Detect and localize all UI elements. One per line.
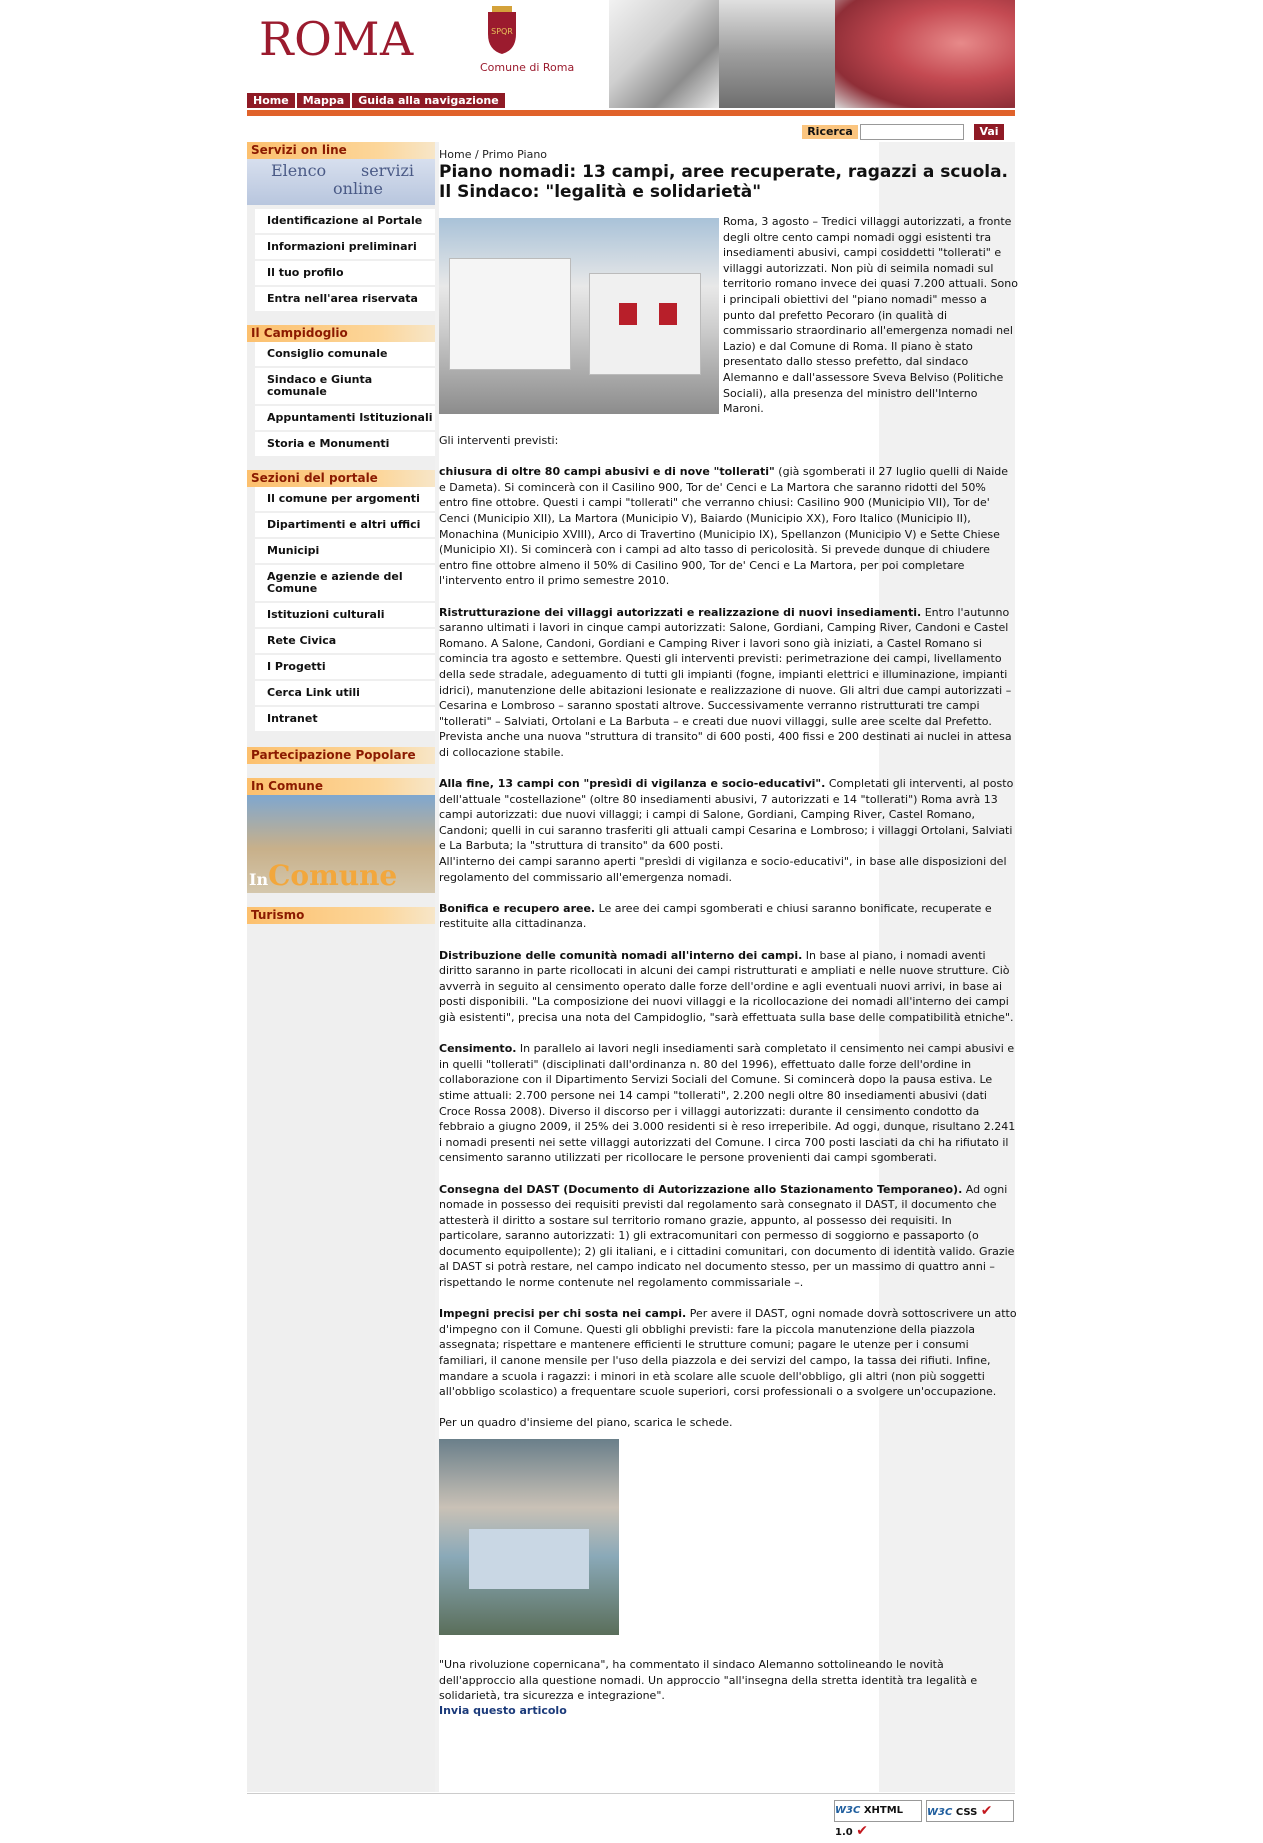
paragraph-distribuzione (439, 948, 1017, 1026)
sidebar-item-argomenti[interactable]: Il comune per argomenti (255, 487, 435, 513)
paragraph-text: Per avere il DAST, ogni nomade dovrà sottoscrivere un atto d'impegno con il Comune. Questi gli obblighi previsti: fare la piccola manutenzione della piazzola assegnata; rispettare e mantenere efficienti le strutture comuni; pagare le utenze per i consumi familiari, il canone mensile per l'uso della piazzola e dei servizi del campo, la tassa dei rifiuti. Infine, mandare a scuola i ragazzi: i minori in età scolare alle scuole dell'obbligo, gli altri (non più soggetti all'obbligo scolastico) a frequentare scuole superiori, corsi professionali o a svolgere un'occupazione. (439, 1307, 1017, 1399)
nav-home[interactable]: Home (247, 93, 295, 108)
w3c-xhtml-badge[interactable] (834, 1800, 922, 1839)
colosseum-photo (719, 0, 835, 108)
sidebar-item-storia[interactable]: Storia e Monumenti (255, 432, 435, 458)
paragraph-schede[interactable]: Per un quadro d'insieme del piano, scarica le schede. (439, 1416, 733, 1430)
sidebar-item-agenzie[interactable]: Agenzie e aziende del Comune (255, 565, 435, 603)
send-article-link[interactable]: Invia questo articolo (439, 1703, 567, 1717)
banner-word-online: online (333, 179, 383, 198)
article-body (439, 433, 1017, 1717)
article (439, 148, 1018, 1717)
paragraph-bonifica (439, 901, 1017, 932)
in-comune-banner-text (249, 859, 397, 892)
sidebar-item-rete-civica[interactable]: Rete Civica (255, 629, 435, 655)
search-input[interactable] (860, 124, 964, 140)
trailer-shape (449, 258, 571, 370)
sidebar-item-dipartimenti[interactable]: Dipartimenti e altri uffici (255, 513, 435, 539)
sidebar-item-informazioni[interactable]: Informazioni preliminari (255, 235, 435, 261)
paragraph-chiusura (439, 464, 1017, 589)
nav-guida[interactable]: Guida alla navigazione (352, 93, 505, 108)
paragraph-heading: Consegna del DAST (Documento di Autorizzazione allo Stazionamento Temporaneo). (439, 1182, 963, 1196)
banner-word-servizi: servizi (361, 161, 415, 180)
paragraph-censimento (439, 1041, 1017, 1166)
badge-w3c-label: W3C (835, 1805, 861, 1816)
coat-of-arms-icon (482, 4, 522, 56)
paragraph-text: Completati gli interventi, al posto dell'attuale "costellazione" (oltre 80 insediamenti abusivi, 7 autorizzati e 14 "tollerati") Roma avrà 13 campi autorizzati: due nuovi villaggi; i campi di Salone, Gordiani, Camping River, Castel Romano, Candoni; quelli in cui saranno trasferiti gli attuali campi Cesarina e Lombroso; i villaggi Ortolani, Salviati e La Barbuta; la "struttura di transito" da 600 posti. (439, 777, 1014, 853)
partecipazione-head[interactable]: Partecipazione Popolare (247, 747, 435, 764)
paragraph-13-campi (439, 776, 1017, 885)
sidebar-item-istituzioni[interactable]: Istituzioni culturali (255, 603, 435, 629)
check-icon: ✔ (980, 1803, 993, 1819)
paragraph-heading: Bonifica e recupero aree. (439, 901, 596, 915)
sidebar-item-progetti[interactable]: I Progetti (255, 655, 435, 681)
servizi-head: Servizi on line (247, 142, 435, 159)
trailer-shape (589, 273, 701, 375)
top-nav (247, 93, 507, 108)
banner-word-comune: Comune (268, 859, 398, 892)
article-lead: Roma, 3 agosto – Tredici villaggi autorizzati, a fronte degli oltre cento campi nomadi oggi esistenti tra insediamenti abusivi, campi cosiddetti "tollerati" e villaggi autorizzati. Non più di seimila nomadi sul territorio romano invece dei quasi 7.200 attuali. Sono i principali obiettivi del "piano nomadi" messo a punto dal prefetto Pecoraro (in qualità di commissario straordinario all'emergenza nomadi nel Lazio) e dal Comune di Roma. Il piano è stato presentato dallo stesso prefetto, dal sindaco Alemanno e dall'assessore Sveva Belviso (Politiche Sociali), alla presenza del ministro dell'Interno Maroni. (723, 215, 1018, 416)
roma-logo[interactable]: ROMA (259, 12, 414, 66)
breadcrumb[interactable]: Home / Primo Piano (439, 148, 548, 161)
badge-css-label: CSS (955, 1807, 978, 1818)
closing-paragraph: "Una rivoluzione copernicana", ha commentato il sindaco Alemanno sottolineando le novità dell'approccio alla questione nomadi. Un approccio "all'insegna della stretta identità tra legalità e solidarietà, tra sicurezza e integrazione". (439, 1658, 978, 1703)
paragraph-heading: chiusura di oltre 80 campi abusivi e di nove "tollerati" (439, 465, 775, 479)
turismo-head[interactable]: Turismo (247, 907, 435, 924)
trailer-window (659, 303, 677, 325)
in-comune-banner[interactable] (247, 795, 435, 893)
servizi-online-banner[interactable] (247, 159, 435, 205)
paragraph-text: In parallelo ai lavori negli insediamenti sarà completato il censimento nei campi abusivi e in quelli "tollerati" (disciplinati dall'ordinanza n. 80 del 1996), effettuato dalle forze dell'ordine in collaborazione con il Dipartimento Servizi Sociali del Comune. Si comincerà dopo la pausa estiva. Le stime attuali: 2.700 persone nei 14 campi "tollerati", 2.200 negli oltre 80 insediamenti abusivi (dati Croce Rossa 2008). Diverso il discorso per i villaggi autorizzati: durante il censimento condotto da febbraio a giugno 2009, il 25% dei 3.000 residenti si è reso irreperibile. Ad oggi, dunque, risultano 2.241 i nomadi presenti nei sette villaggi autorizzati del Comune. I circa 700 posti lasciati da chi ha rifiutato il censimento saranno utilizzati per ricollocare le persone provenienti dai campi sgomberati. (439, 1042, 1016, 1165)
sidebar-item-consiglio[interactable]: Consiglio comunale (255, 342, 435, 368)
sidebar-item-appuntamenti[interactable]: Appuntamenti Istituzionali (255, 406, 435, 432)
paragraph-text: Entro l'autunno saranno ultimati i lavori in cinque campi autorizzati: Salone, Gordiani, Camping River, Candoni e Castel Romano. A Salone, Candoni, Gordiani e Camping River i lavori sono già iniziati, a Castel Romano si comincia tra agosto e settembre. Questi gli interventi previsti: perimetrazione dei campi, livellamento della sede stradale, adeguamento di tutti gli impianti (fogne, impianti elettrici e illuminazione, impianti idrici), manutenzione delle abitazioni lesionate e realizzazione di nuove. Gli altri due campi autorizzati – Cesarina e Lombroso – saranno spostati altrove. Successivamente verranno ristrutturati tre campi "tollerati" – Salviati, Ortolani e La Barbuta – e creati due nuovi villaggi, sulle aree scelte dal Prefetto. Prevista anche una nuova "struttura di transito" di 600 posti, 400 fissi e 200 destinati ai nuclei in attesa di collocazione stabile. (439, 605, 1012, 759)
svg-text:SPQR: SPQR (491, 27, 513, 36)
sezioni-head[interactable]: Sezioni del portale (247, 470, 435, 487)
paragraph-ristrutturazione (439, 605, 1017, 761)
sidebar-item-profilo[interactable]: Il tuo profilo (255, 261, 435, 287)
footer-divider (247, 1793, 1015, 1794)
paragraph-heading: Ristrutturazione dei villaggi autorizzati e realizzazione di nuovi insediamenti. (439, 605, 922, 619)
sidebar-item-area-riservata[interactable]: Entra nell'area riservata (255, 287, 435, 313)
intro-paragraph: Gli interventi previsti: (439, 434, 559, 447)
paragraph-text: All'interno dei campi saranno aperti "presìdi di vigilanza e socio-educativi", in base alle disposizioni del regolamento del commissario all'emergenza nomadi. (439, 855, 1007, 884)
caravans-photo (439, 218, 719, 414)
sidebar (247, 142, 435, 1792)
dome-photo (835, 0, 1015, 108)
paragraph-heading: Distribuzione delle comunità nomadi all'interno dei campi. (439, 948, 803, 962)
paragraph-impegni (439, 1306, 1017, 1400)
horse-statue-photo (609, 0, 719, 108)
campidoglio-head[interactable]: Il Campidoglio (247, 325, 435, 342)
check-icon: ✔ (856, 1823, 868, 1839)
sidebar-item-link-utili[interactable]: Cerca Link utili (255, 681, 435, 707)
paragraph-heading: Alla fine, 13 campi con "presìdi di vigilanza e socio-educativi". (439, 777, 826, 791)
search-button[interactable]: Vai (974, 124, 1004, 140)
paragraph-heading: Censimento. (439, 1042, 517, 1056)
badge-w3c-label: W3C (927, 1807, 953, 1818)
sidebar-item-sindaco[interactable]: Sindaco e Giunta comunale (255, 368, 435, 406)
sidebar-item-identificazione[interactable]: Identificazione al Portale (255, 209, 435, 235)
camp-people-photo (439, 1439, 619, 1635)
paragraph-text: Le aree dei campi sgomberati e chiusi saranno bonificate, recuperate e restituite alla cittadinanza. (439, 901, 992, 931)
paragraph-dast (439, 1182, 1017, 1291)
search-label: Ricerca (802, 125, 858, 139)
banner-word-elenco: Elenco (271, 161, 327, 180)
banner-word-in: In (249, 870, 269, 889)
badge-xhtml-label: XHTML 1.0 (835, 1805, 904, 1838)
paragraph-text: In base al piano, i nomadi aventi diritto saranno in parte ricollocati in alcuni dei campi ristrutturati e ampliati e nelle nuove strutture. Ciò avverrà in seguito al censimento operato dalle forze dell'ordine e agli eventuali nuovi arrivi, in base ai posti disponibili. "La composizione dei nuovi villaggi e la ricollocazione dei nomadi all'interno dei campi già esistenti", precisa una nota del Campidoglio, "sarà effettuata sulla base delle compatibilità etniche". (439, 948, 1014, 1024)
w3c-css-badge[interactable] (926, 1800, 1014, 1822)
search-bar (247, 116, 1015, 142)
trailer-window (619, 303, 637, 325)
article-title: Piano nomadi: 13 campi, aree recuperate, ragazzi a scuola. Il Sindaco: "legalità e solidarietà" (439, 162, 1009, 202)
sidebar-item-municipi[interactable]: Municipi (255, 539, 435, 565)
paragraph-heading: Impegni precisi per chi sosta nei campi. (439, 1307, 687, 1321)
comune-label: Comune di Roma (480, 61, 575, 74)
paragraph-text: (già sgomberati il 27 luglio quelli di Naide e Dameta). Si comincerà con il Casilino 900, Tor de' Cenci e La Martora che saranno ridotti del 50% entro fine ottobre. Questi i campi "tollerati" che verranno chiusi: Casilino 900 (Municipio VII), Tor de' Cenci (Municipio XII), La Martora (Municipio V), Baiardo (Municipio XX), Foro Italico (Municipio II), Monachina (Municipio XVIII), Arco di Travertino (Municipio IX), Spellanzon (Municipio V) e Sette Chiese (Municipio XI). Si comincerà con i campi ad alto tasso di pericolosità. Si prevede dunque di chiudere entro fine ottobre almeno il 50% di Casilino 900, Tor de' Cenci e La Martora, per poi completare l'intervento entro il primo semestre 2010. (439, 465, 1009, 588)
paragraph-text: Ad ogni nomade in possesso dei requisiti previsti dal regolamento sarà consegnato il DAST, il documento che attesterà il diritto a sostare sul territorio romano grazie, appunto, al possesso dei requisiti. In particolare, saranno autorizzati: 1) gli extracomunitari con permesso di soggiorno e passaporto (o documento equipollente); 2) gli italiani, e i cittadini comunitari, con documento di identità valido. Grazie al DAST si potrà restare, nel campo indicato nel documento stesso, per un massimo di quattro anni – rispettando le norme contenute nel regolamento commissariale –. (439, 1182, 1015, 1290)
nav-mappa[interactable]: Mappa (297, 93, 351, 108)
sidebar-item-intranet[interactable]: Intranet (255, 707, 435, 733)
tent-shape (469, 1529, 589, 1589)
incomune-head[interactable]: In Comune (247, 778, 435, 795)
header (247, 0, 1015, 110)
